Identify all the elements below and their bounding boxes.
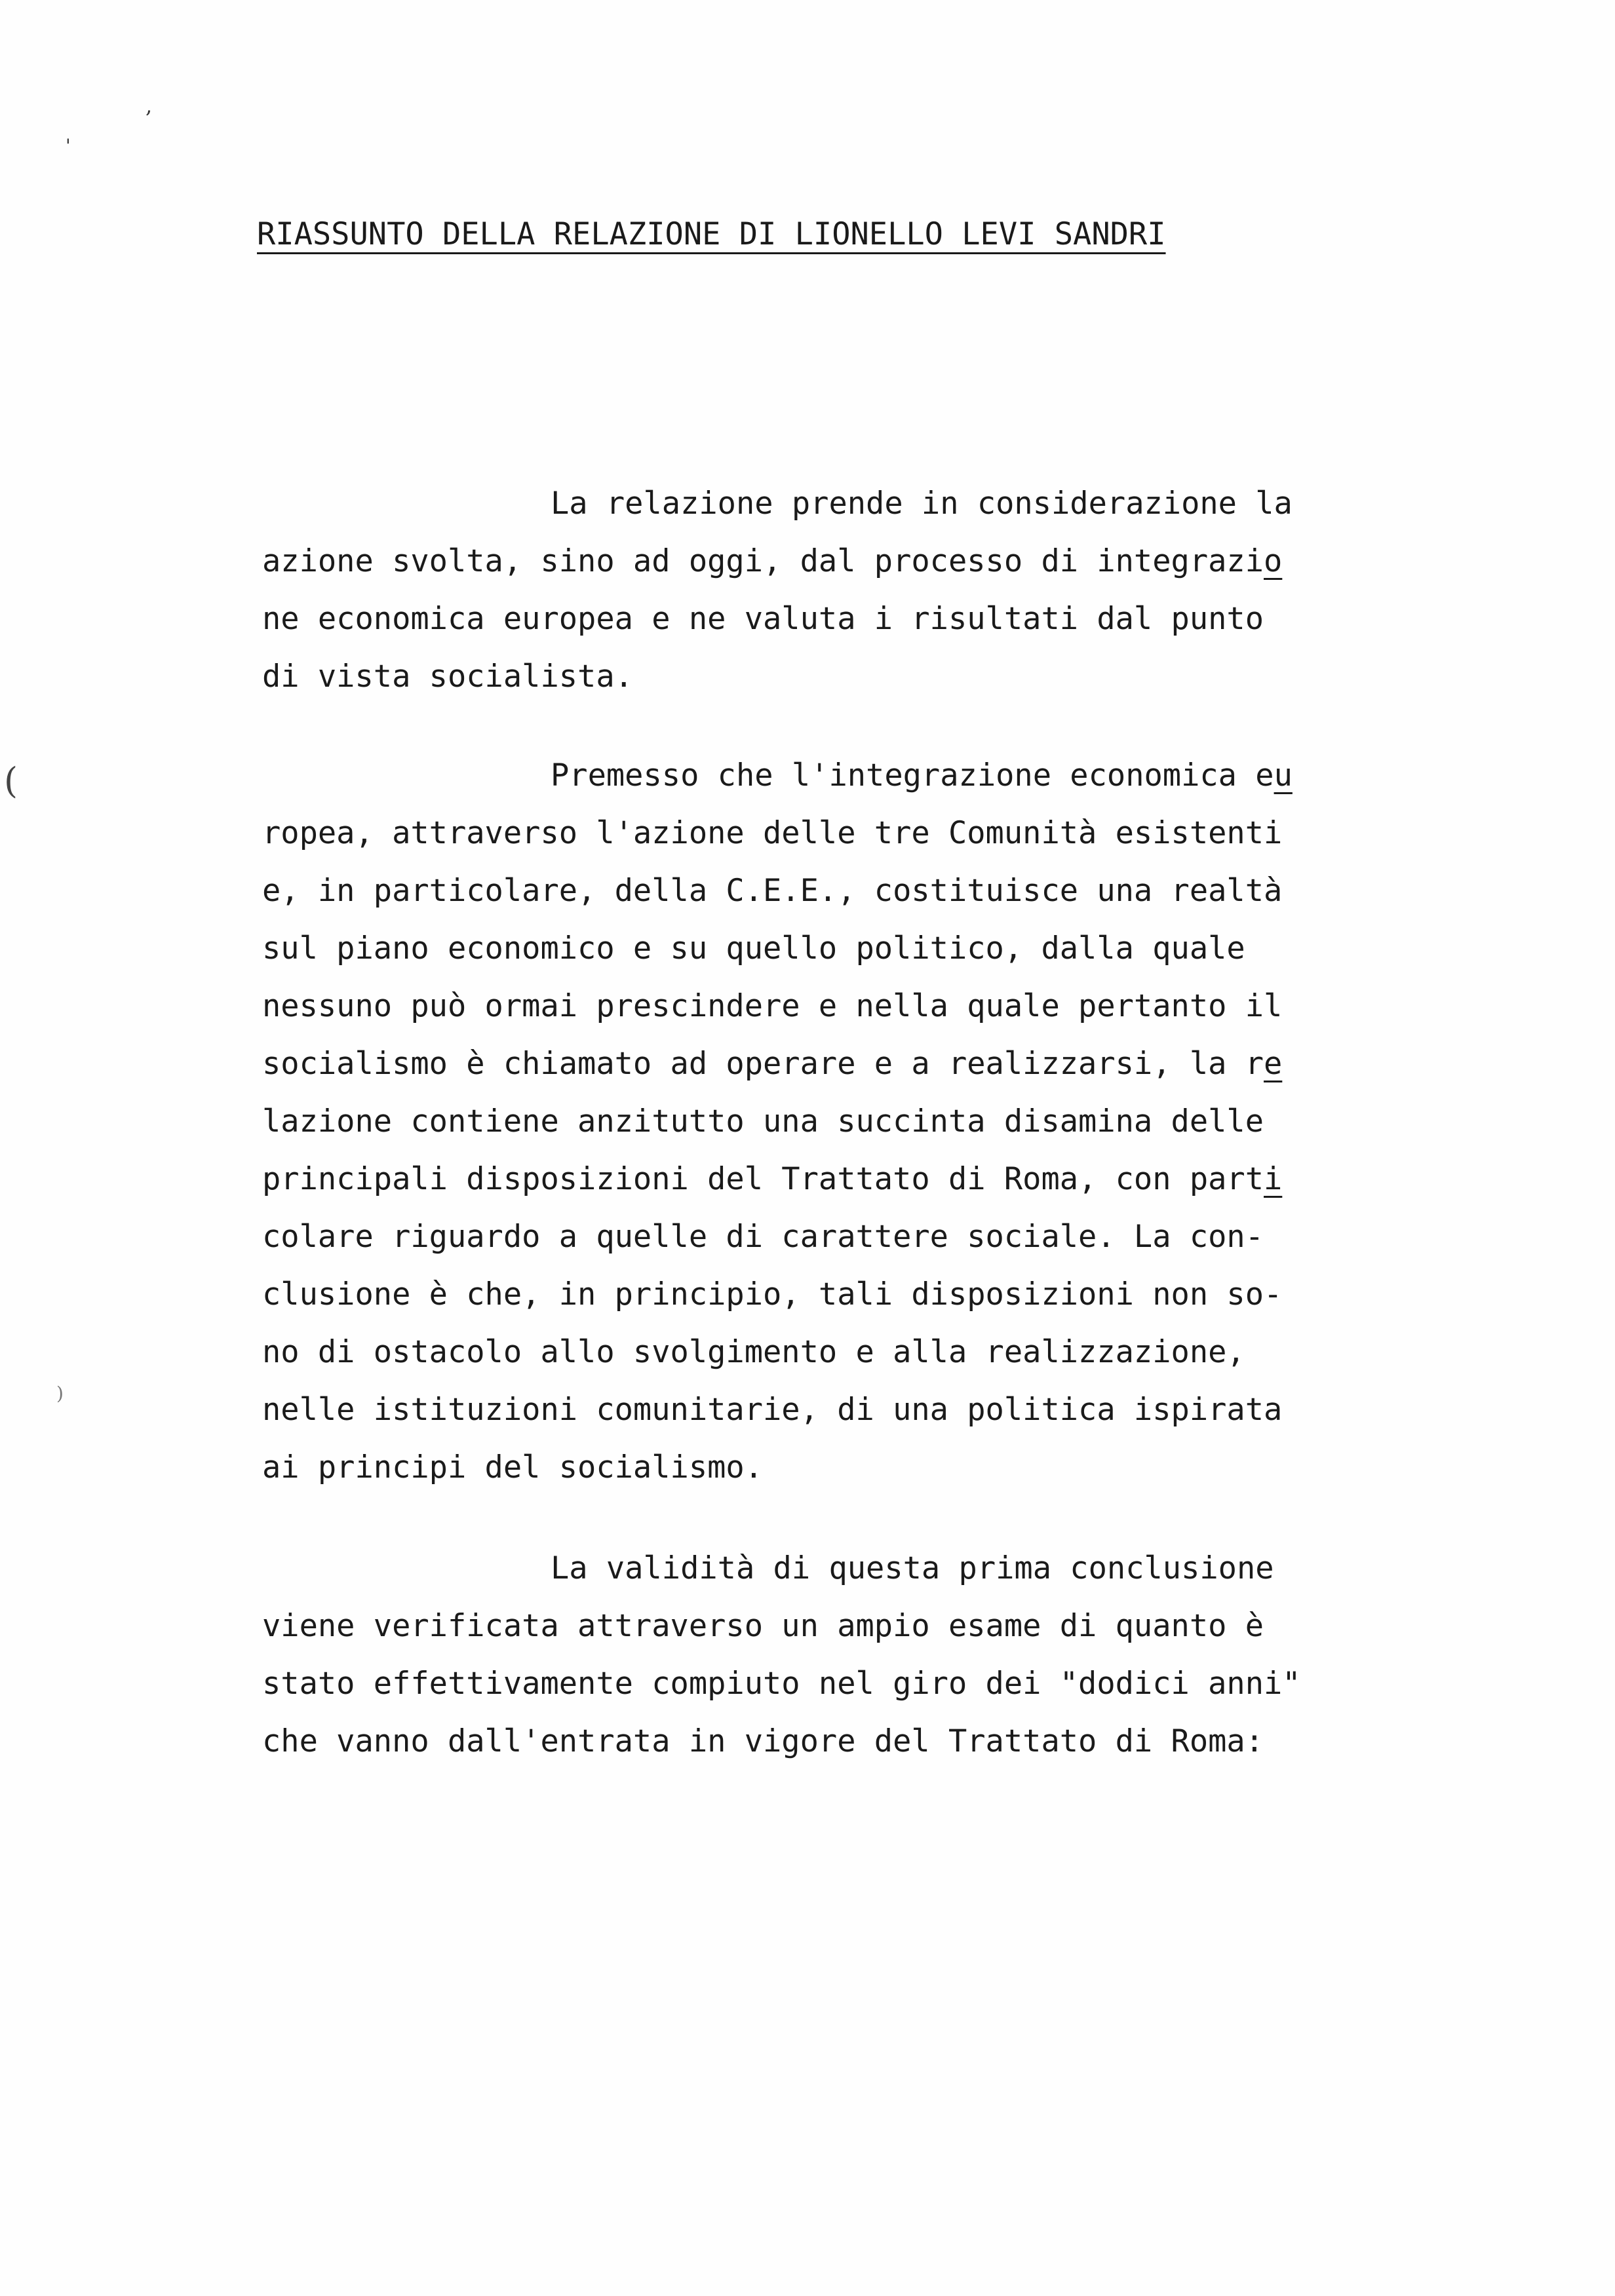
paragraph-line: viene verificata attraverso un ampio esame di quanto è [262,1608,1264,1644]
underlined-syllable: i [1264,1161,1283,1197]
stray-mark: ( [4,760,18,801]
paragraph-3 [262,1540,1376,1770]
paragraph-line: lazione contiene anzitutto una succinta disamina delle [262,1103,1264,1139]
underlined-syllable: u [1274,757,1293,794]
paragraph-line: La relazione prende in considerazione la [551,486,1293,522]
line-text: socialismo è chiamato ad operare e a realizzarsi, la r [262,1046,1264,1082]
paragraph-line: sul piano economico e su quello politico, dalla quale [262,930,1245,966]
paragraph-line: La validità di questa prima conclusione [551,1550,1274,1586]
stray-mark: ) [56,1383,64,1404]
paragraph-line: clusione è che, in principio, tali disposizioni non so- [262,1276,1283,1312]
line-text: azione svolta, sino ad oggi, dal processo di integrazi [262,543,1264,579]
line-text: principali disposizioni del Trattato di Roma, con part [262,1161,1264,1197]
document-title: RIASSUNTO DELLA RELAZIONE DI LIONELLO LEVI SANDRI [257,216,1166,252]
paragraph-line [262,747,1376,805]
paragraph-line: e, in particolare, della C.E.E., costituisce una realtà [262,873,1283,909]
paragraph-line: no di ostacolo allo svolgimento e alla realizzazione, [262,1334,1245,1370]
underlined-syllable: e [1264,1046,1283,1082]
paragraph-line: ai principi del socialismo. [262,1449,764,1485]
paragraph-line [262,533,1376,590]
paragraph-line: nessuno può ormai prescindere e nella quale pertanto il [262,988,1283,1024]
paragraph-line: che vanno dall'entrata in vigore del Trattato di Roma: [262,1723,1264,1759]
stray-mark: ' [66,135,71,157]
paragraph-line: colare riguardo a quelle di carattere sociale. La con- [262,1219,1264,1255]
paragraph-line: ne economica europea e ne valuta i risultati dal punto [262,601,1264,637]
paragraph-2 [262,747,1376,1497]
paragraph-line: di vista socialista. [262,659,633,695]
paragraph-1 [262,475,1376,706]
line-text: Premesso che l'integrazione economica e [551,757,1274,794]
underlined-syllable: o [1264,543,1283,579]
paragraph-line [262,1035,1376,1093]
paragraph-line: ropea, attraverso l'azione delle tre Comunità esistenti [262,815,1283,851]
paragraph-line [262,1151,1376,1208]
paragraph-line: stato effettivamente compiuto nel giro dei "dodici anni" [262,1666,1301,1702]
stray-mark: , [146,93,153,118]
paragraph-line: nelle istituzioni comunitarie, di una politica ispirata [262,1392,1283,1428]
